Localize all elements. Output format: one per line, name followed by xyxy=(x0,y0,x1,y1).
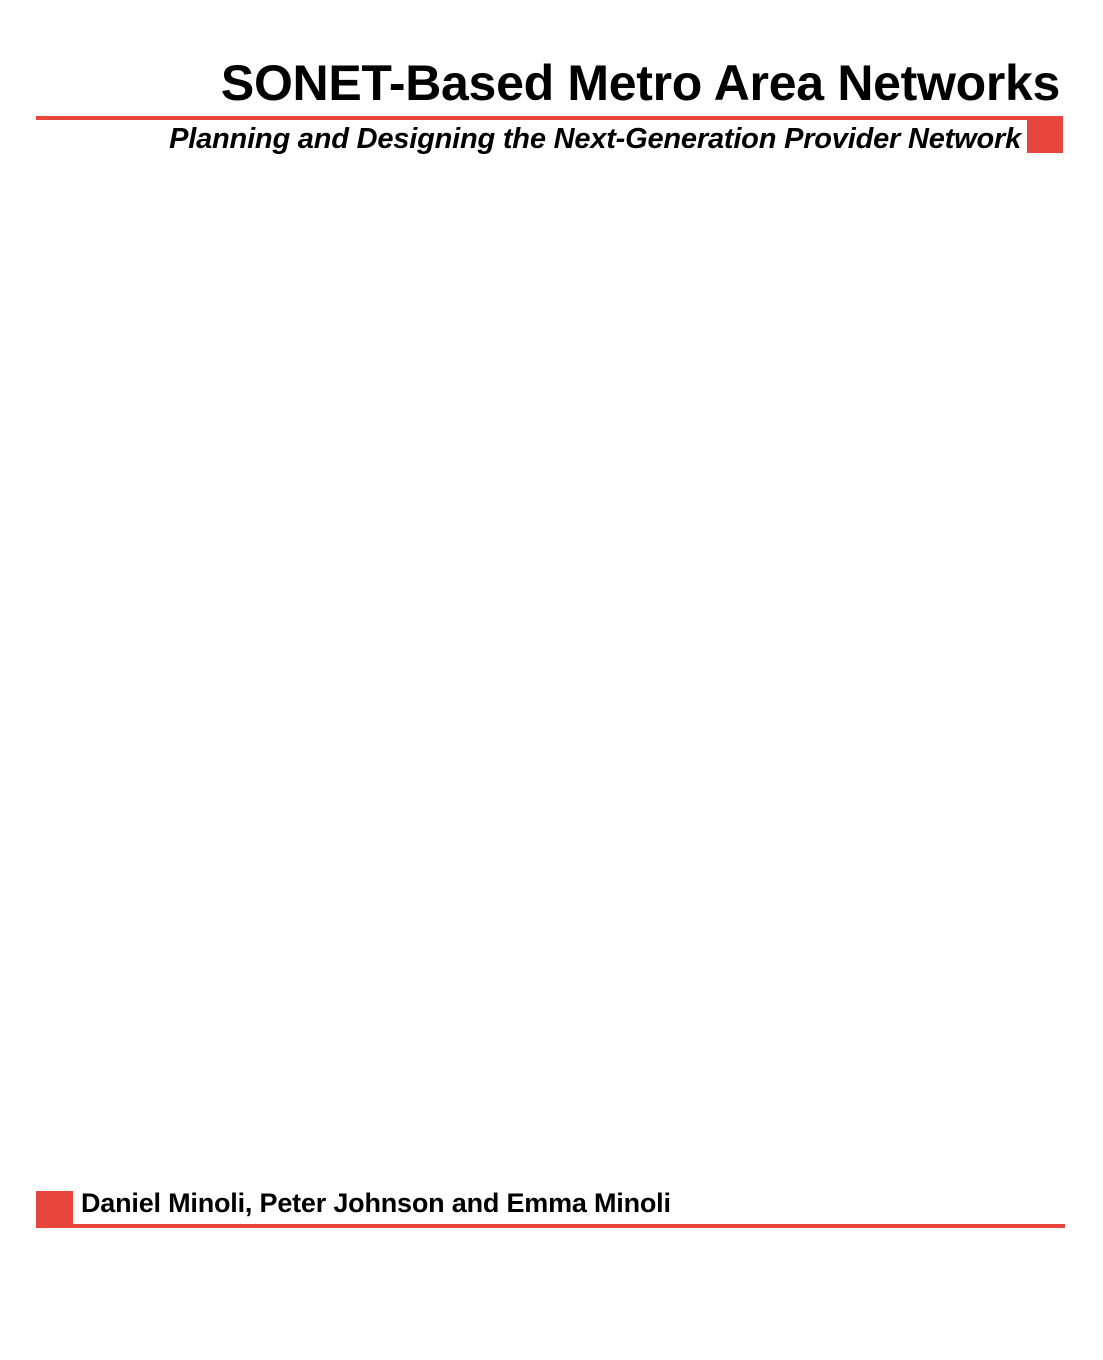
bottom-accent-rule xyxy=(36,1224,1065,1228)
book-subtitle: Planning and Designing the Next-Generation Provider Network xyxy=(169,123,1021,155)
book-authors: Daniel Minoli, Peter Johnson and Emma Minoli xyxy=(81,1188,671,1218)
top-accent-rule xyxy=(36,116,1063,120)
book-title: SONET-Based Metro Area Networks xyxy=(220,55,1060,111)
bottom-accent-square xyxy=(36,1191,73,1228)
top-accent-square xyxy=(1027,117,1063,153)
